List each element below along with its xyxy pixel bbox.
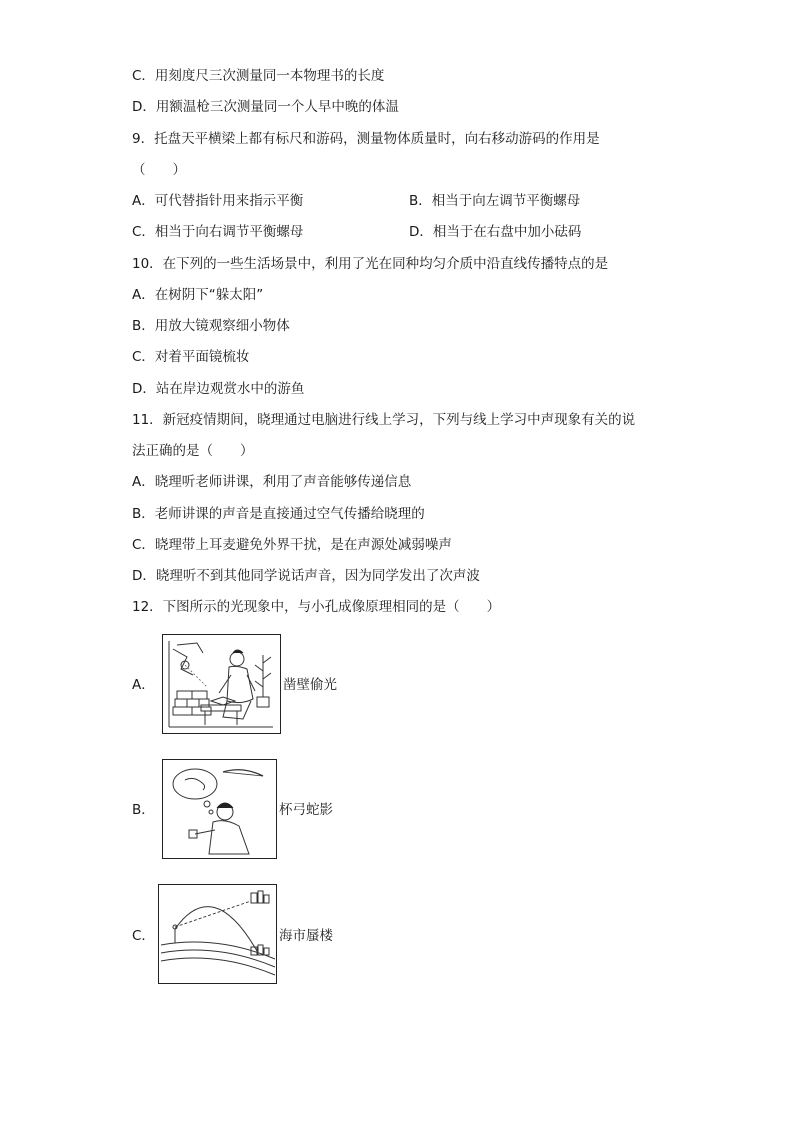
q11-stem-line-1: 11．新冠疫情期间，晓理通过电脑进行线上学习，下列与线上学习中声现象有关的说 (132, 412, 636, 428)
q10-option-a: A．在树阴下“躲太阳” (132, 287, 264, 303)
q11-option-b: B．老师讲课的声音是直接通过空气传播给晓理的 (132, 506, 425, 522)
bow-reflection-drawing (163, 760, 276, 858)
q9-stem: 9．托盘天平横梁上都有标尺和游码，测量物体质量时，向右移动游码的作用是 (132, 131, 600, 147)
q12-option-b-caption: 杯弓蛇影 (279, 802, 333, 818)
q10-option-d: D．站在岸边观赏水中的游鱼 (132, 381, 305, 397)
q9-option-d: D．相当于在右盘中加小砝码 (409, 224, 582, 240)
q9-options-row-2 (132, 223, 652, 241)
q12-option-a-illustration (162, 634, 281, 734)
q12-stem: 12．下图所示的光现象中，与小孔成像原理相同的是（ ） (132, 599, 501, 615)
q8-option-d: D．用额温枪三次测量同一个人早中晚的体温 (132, 99, 399, 115)
q9-option-b: B．相当于向左调节平衡螺母 (409, 193, 581, 209)
q10-stem: 10．在下列的一些生活场景中，利用了光在同种均匀介质中沿直线传播特点的是 (132, 256, 609, 272)
q12-option-a-letter: A． (132, 677, 155, 693)
q11-option-c: C．晓理带上耳麦避免外界干扰，是在声源处减弱噪声 (132, 537, 452, 553)
q8-option-c: C．用刻度尺三次测量同一本物理书的长度 (132, 68, 385, 84)
q9-option-a: A．可代替指针用来指示平衡 (132, 193, 304, 209)
q12-option-b-illustration (162, 759, 277, 859)
q12-option-b-letter: B． (132, 802, 155, 818)
q10-option-c: C．对着平面镜梳妆 (132, 349, 250, 365)
q9-option-c: C．相当于向右调节平衡螺母 (132, 224, 304, 240)
q11-stem-line-2: 法正确的是（ ） (132, 443, 254, 459)
q10-option-b: B．用放大镜观察细小物体 (132, 318, 290, 334)
q9-answer-blank: （ ） (132, 162, 186, 178)
q12-option-c-illustration (158, 884, 277, 984)
mirage-curved-light-drawing (159, 885, 276, 983)
q9-options-row-1 (132, 192, 652, 210)
chiseling-wall-scholar-drawing (163, 635, 280, 733)
q11-option-a: A．晓理听老师讲课，利用了声音能够传递信息 (132, 474, 412, 490)
q11-option-d: D．晓理听不到其他同学说话声音，因为同学发出了次声波 (132, 568, 480, 584)
q12-option-c-caption: 海市蜃楼 (279, 928, 333, 944)
q12-option-a-caption: 凿壁偷光 (283, 677, 337, 693)
q12-option-c-letter: C． (132, 928, 155, 944)
